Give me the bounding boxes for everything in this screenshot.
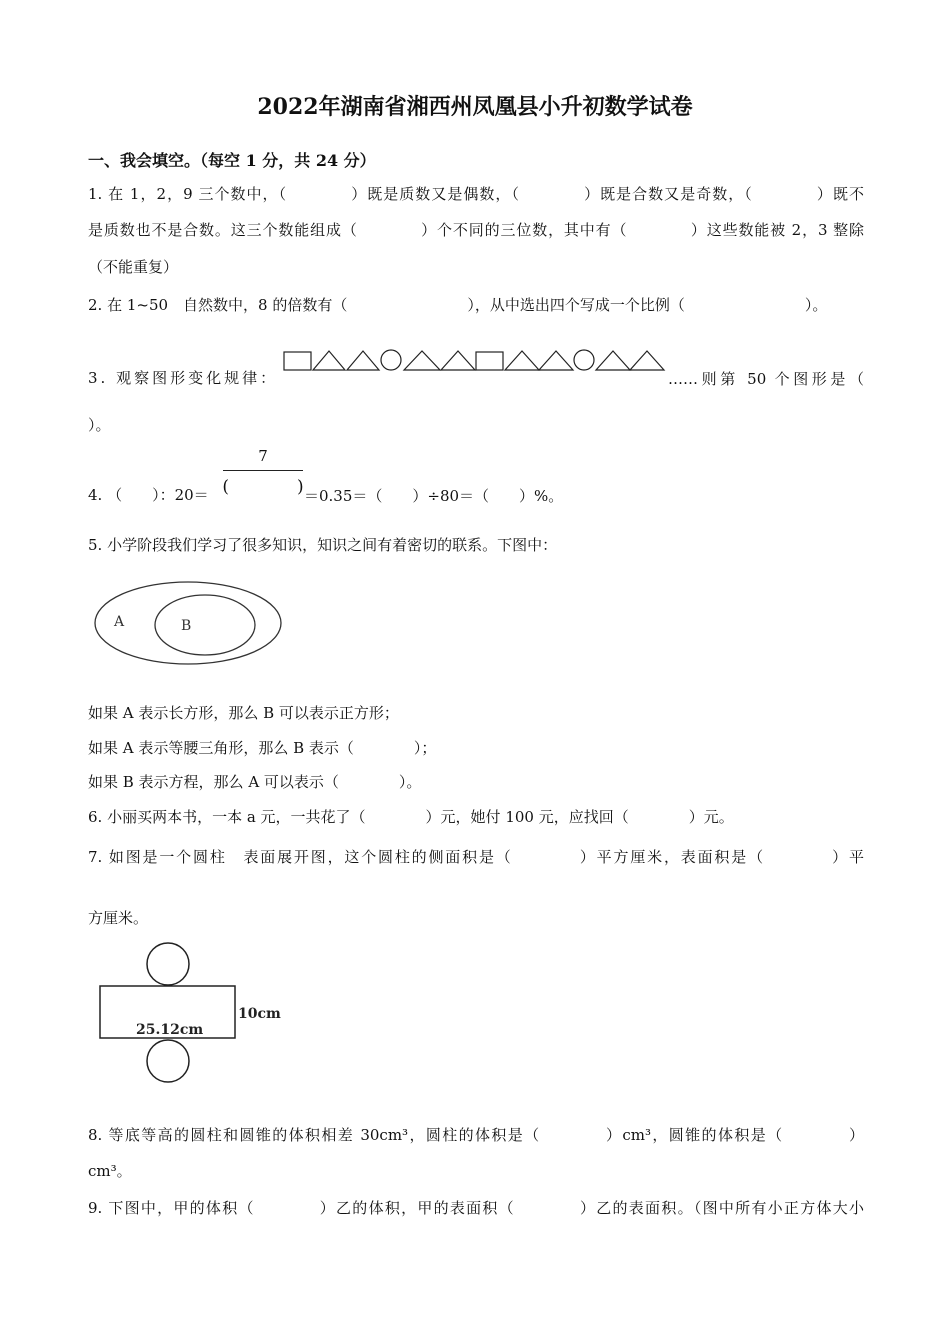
top-circle [147,943,189,985]
width-label: 25.12cm [136,1022,204,1038]
fraction-bar [223,470,303,471]
question-8-line-2: cm³。 [88,1162,132,1180]
question-5-statement-3: 如果 B 表示方程，那么 A 可以表示（ ）。 [88,773,422,791]
height-label: 10cm [238,1006,281,1022]
question-5-statement-2: 如果 A 表示等腰三角形，那么 B 表示（ ）； [88,739,437,757]
cylinder-net-diagram [95,940,295,1090]
page-title: 2022年湖南省湘西州凤凰县小升初数学试卷 [257,94,693,120]
sequence-triangle [596,351,630,370]
label-b: B [181,618,192,634]
sequence-triangle [505,351,539,370]
shape-sequence [282,348,668,374]
sequence-triangle [313,351,345,370]
question-1-line-2: 是质数也不是合数。这三个数能组成（ ）个不同的三位数，其中有（ ）这些数能被 2，3 整除 [88,221,864,239]
question-1-line-3: （不能重复） [88,258,179,276]
question-8-line-1: 8. 等底等高的圆柱和圆锥的体积相差 30cm³，圆柱的体积是（ ）cm³，圆锥的体积是（ ） [88,1126,864,1144]
sequence-rectangle [284,352,311,370]
question-5-intro: 5. 小学阶段我们学习了很多知识，知识之间有着密切的联系。下图中： [88,536,558,554]
fraction-numerator: 7 [258,447,268,465]
question-2: 2. 在 1~50 自然数中，8 的倍数有（ ），从中选出四个写成一个比例（ ）。 [88,296,828,314]
fraction-denominator: ( ) [222,477,304,497]
venn-diagram [92,580,292,670]
question-7-line-2: 方厘米。 [88,909,149,927]
section-heading: 一、我会填空。（每空 1 分，共 24 分） [88,151,376,170]
sequence-rectangle [476,352,503,370]
question-4-suffix: ＝0.35＝（ ）÷80＝（ ）%。 [304,487,564,505]
question-7-line-1: 7. 如图是一个圆柱 表面展开图，这个圆柱的侧面积是（ ）平方厘米，表面积是（ ）平 [88,848,864,866]
question-9: 9. 下图中，甲的体积（ ）乙的体积，甲的表面积（ ）乙的表面积。（图中所有小正方体大小 [88,1199,864,1217]
bottom-circle [147,1040,189,1082]
question-6: 6. 小丽买两本书，一本 a 元，一共花了（ ）元，她付 100 元，应找回（ ）元。 [88,808,734,826]
question-1-line-1: 1. 在 1，2，9 三个数中，（ ）既是质数又是偶数，（ ）既是合数又是奇数，（ ）既不 [88,185,864,203]
question-3-prefix: 3. 观察图形变化规律： [88,369,279,387]
sequence-triangle [347,351,379,370]
sequence-triangle [630,351,664,370]
question-3-line-2: ）。 [88,416,111,434]
question-3-suffix: ……则第 50 个图形是（ [668,370,864,388]
sequence-triangle [404,351,440,370]
sequence-circle [574,350,594,370]
question-4-prefix: 4. （ ）：20＝ [88,486,209,504]
question-5-statement-1: 如果 A 表示长方形，那么 B 可以表示正方形； [88,704,399,722]
sequence-triangle [441,351,475,370]
label-a: A [114,614,125,630]
sequence-circle [381,350,401,370]
inner-ellipse-b [155,595,255,655]
sequence-triangle [539,351,573,370]
